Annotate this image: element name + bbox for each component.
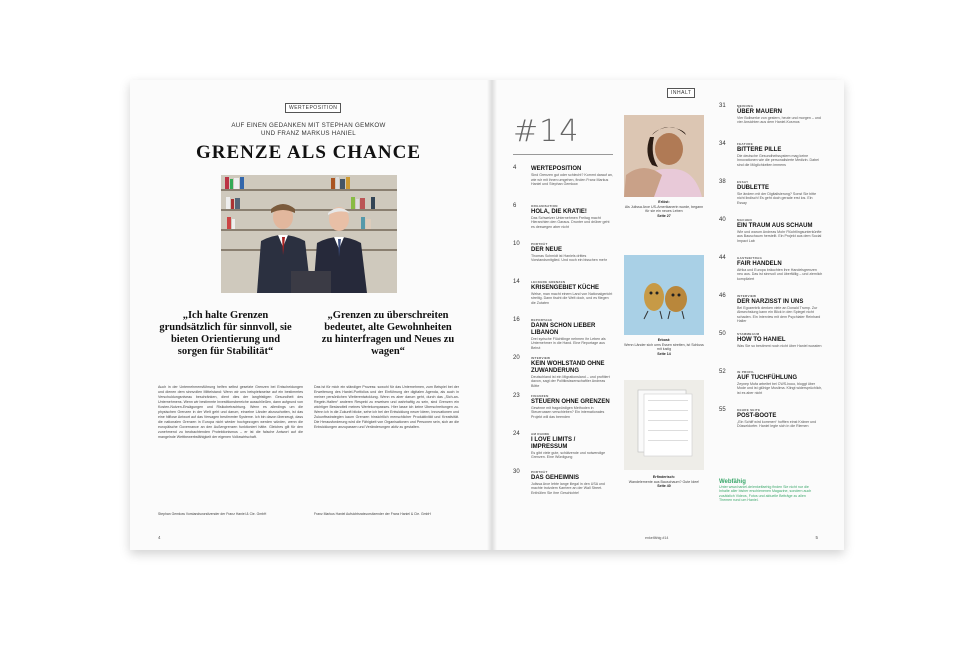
toc-category: MACHEN — [737, 218, 752, 222]
toc-category: FEATURE — [737, 142, 754, 146]
toc-page-number: 16 — [513, 317, 520, 323]
toc-entry[interactable] — [513, 394, 613, 419]
foam-panel-illustration — [624, 380, 704, 470]
caption-3-text: Wandelemente aus Bauschaum? Gute Idee! — [628, 479, 700, 484]
toc-category: INTERVIEW — [531, 356, 551, 360]
toc-description: Bei Egozentrik denken viele an Donald Trump. Zur Abwechslung kann ein Blick in den Spiegel nicht schaden. Ein Interview mit dem Psychiater Reinhard Haller — [737, 305, 821, 324]
kicker-line-1: AUF EINEN GEDANKEN MIT STEPHAN GEMKOW — [231, 122, 386, 129]
potatoes-illustration — [624, 255, 704, 335]
toc-entry[interactable] — [513, 318, 613, 350]
toc-page-number: 38 — [719, 179, 726, 185]
footer-title: enkelfähig #14 — [645, 536, 669, 540]
toc-page-number: 10 — [513, 241, 520, 247]
toc-category: LECKERE GRENZEN — [531, 280, 566, 284]
caption-2-title: Erbost: — [657, 338, 671, 342]
toc-entry[interactable] — [513, 204, 613, 229]
caption-1-title: Erlöst: — [658, 200, 670, 204]
toc-description: Es gibt viele gute, schätzende und notwendige Grenzen. Eine Würdigung — [531, 450, 606, 460]
toc-page-number: 40 — [719, 217, 726, 223]
toc-page-number: 31 — [719, 103, 726, 109]
credit-left: Stephan Gemkow Vorstandsvorsitzender der Franz Haniel & Cie. GmbH — [158, 512, 267, 516]
toc-page-number: 34 — [719, 141, 726, 147]
toc-category: PORTRÄT — [531, 470, 548, 474]
toc-description: Julissa Arce lebte lange illegal in den USA und machte trotzdem Karriere an der Wall Street. Enthüllen Sie ihre Geschichte! — [531, 481, 605, 495]
toc-page-number: 44 — [719, 255, 726, 261]
body-text-left: Auch in der Unternehmensführung helfen selbst gesetzte Grenzen bei Entscheidungen und dienen dem sinnvollen Mittelstand: Wenn wir uns beispielsweise auf ein bestimmtes Verschuldungsniveau beschränken, dient dies der langfristigen Gesundheit des Unternehmens. Wenn wir bestimmte Investitionsbereiche ausschließen, dann aufgrund von Kosten-Nutzen-Erwägungen und Risikobetrachtung. Wenn es allerdings um die physischen Grenzen in der Welt geht und darum, einzelne Länder abzuschotten, ist das eine hilflose Antwort auf das Versagen bestimmter Systeme. Ich bin davon überzeugt, dass die nationalen Grenzen in Europa nicht wieder hochgezogen werden würden, wenn die europäische Governance an den Außengrenzen funktioniert hätte. Gleiches gilt für den zunehmend zu beobachtenden Protektionismus – er ist die falsche Antwort auf die mangelnde Wettbewerbsfähigkeit der eigenen Volkswirtschaft. — [158, 385, 303, 439]
toc-description: Die deutsche Gesundheitssystem mag keine Innovationen wie die personalisierte Medizin. Dabei sind die Möglichkeiten immens — [737, 153, 819, 167]
toc-page-number: 50 — [719, 331, 726, 337]
photo-foam-panels — [624, 380, 704, 470]
contents-tag: INHALT — [667, 88, 695, 98]
toc-entry[interactable] — [719, 142, 823, 167]
toc-entry[interactable] — [513, 470, 613, 495]
toc-page-number: 52 — [719, 369, 726, 375]
toc-entry[interactable] — [513, 242, 613, 263]
toc-entry[interactable] — [719, 408, 823, 429]
toc-description: Drei syrische Flüchtlinge nehmen ihr Leben als Unternehmer in die Hand. Eine Reportage aus Beirut — [531, 336, 606, 350]
headline: GRENZE ALS CHANCE — [196, 142, 421, 163]
toc-title: ÜBER MAUERN — [737, 108, 782, 115]
toc-page-number: 6 — [513, 203, 517, 209]
toc-description: Das Schweizer Unternehmen Freitag macht Hierarchien den Garaus. Drunter und drüber geht es deswegen aber nicht — [531, 215, 610, 229]
toc-category: MEINUNG — [737, 104, 754, 108]
toc-entry[interactable] — [513, 432, 613, 460]
toc-category: FINANZEN — [531, 394, 549, 398]
portrait-illustration — [221, 175, 397, 293]
quote-left: „Ich halte Grenzen grundsätzlich für sinnvoll, sie bieten Orientierung und sorgen für Stabilität“ — [159, 310, 292, 357]
toc-category: GASTBEITRAG — [737, 256, 763, 260]
toc-title: WERTEPOSITION — [531, 166, 582, 172]
caption-3 — [624, 475, 704, 489]
toc-page-number: 46 — [719, 293, 726, 299]
toc-page-number: 14 — [513, 279, 520, 285]
toc-category: PORTRÄT — [531, 242, 548, 246]
hug-illustration — [624, 115, 704, 197]
toc-title: BITTERE PILLE — [737, 146, 782, 153]
issue-rule — [513, 154, 613, 156]
toc-entry[interactable] — [719, 332, 823, 348]
web-promo-title: Webfähig — [719, 479, 746, 485]
toc-page-number: 23 — [513, 393, 520, 399]
toc-title: DUBLETTE — [737, 184, 769, 191]
caption-1-text: Als Julissa Arce US-Amerikanerin wurde, begann für sie ein neues Leben — [624, 204, 704, 214]
toc-title: DER NEUE — [531, 246, 563, 253]
toc-entry[interactable] — [719, 218, 823, 243]
section-tag: WERTEPOSITION — [285, 103, 341, 113]
toc-page-number: 55 — [719, 407, 726, 413]
web-promo — [719, 480, 819, 503]
toc-description: Thomas Schmidt ist Haniels drittes Vorstandsmitglied. Und noch ein bisschen mehr — [531, 253, 607, 263]
toc-description: Afrika und Europa bräuchten ihre Handelsgrenzen neu aus. Das ist sinnvoll und überfällig – und ziemlich kompliziert — [737, 267, 823, 281]
quote-right: „Grenzen zu überschreiten bedeutet, alte Gewohnheiten zu hinterfragen und Neues zu wagen“ — [321, 310, 455, 357]
toc-entry[interactable] — [513, 166, 613, 187]
toc-description: Wie und warum Andreas Mohr Flüchtlingsunterkünfte aus Bauschaum herstellt. Ein Projekt aus dem Social Impact Lab — [737, 229, 822, 243]
toc-entry[interactable] — [719, 104, 823, 125]
caption-2-page: Seite 14 — [657, 351, 671, 356]
magazine-spread — [130, 80, 844, 550]
caption-1 — [624, 200, 704, 218]
toc-entry[interactable] — [719, 294, 823, 324]
toc-page-number: 30 — [513, 469, 520, 475]
toc-category: IN PROFIL — [737, 370, 755, 374]
toc-title: HOW TO HANIEL — [737, 336, 786, 343]
toc-category: REPORTAGE — [531, 318, 553, 322]
toc-title: HOLA, DIE KRATIE! — [531, 208, 587, 215]
toc-category: AM RANDE — [531, 432, 550, 436]
toc-page-number: 20 — [513, 355, 520, 361]
toc-title: STEUERN OHNE GRENZEN — [531, 398, 610, 405]
toc-title: DAS GEHEIMNIS — [531, 474, 580, 481]
caption-3-title: Erfinderisch: — [652, 475, 676, 479]
toc-entry[interactable] — [719, 180, 823, 205]
toc-entry[interactable] — [513, 280, 613, 305]
toc-title: KEIN WOHLSTAND OHNE ZUWANDERUNG — [531, 360, 605, 374]
toc-page-number: 4 — [513, 165, 517, 171]
toc-description: „Ein Schiff wird kommen“ hofften einst Kräner und Düsseldorfer. Haniel legte sich in die Riemen — [737, 419, 817, 429]
toc-page-number: 24 — [513, 431, 520, 437]
toc-description: Gewinne mit fragwürdigen Methoden in Steueroasen verschieben? Ein internationales Projekt will das beenden — [531, 405, 605, 419]
page-number-right: 5 — [815, 535, 818, 540]
toc-title: EIN TRAUM AUS SCHAUM — [737, 222, 813, 229]
left-page — [130, 80, 487, 550]
toc-title: POST-BOOTE — [737, 412, 777, 419]
toc-title: KRISENGEBIET KÜCHE — [531, 284, 600, 291]
toc-category: ORGANISATION — [531, 204, 558, 208]
caption-2 — [624, 338, 704, 356]
toc-description: Deutschland ist ein Migrationsland – und profitiert davon, sagt der Politikwissenschaftler Andreas Bötte — [531, 374, 610, 388]
portrait-photo — [221, 175, 397, 293]
toc-description: Vier Bollwerke von gestern, heute und morgen – und vier Ansichten aus dem Haniel-Kosmos — [737, 115, 821, 125]
toc-title: I LOVE LIMITS / IMPRESSUM — [531, 436, 576, 450]
toc-description: Was Sie so bestimmt noch nicht über Haniel wussten — [737, 343, 822, 348]
toc-category: STAMMBAUM — [737, 332, 760, 336]
web-promo-text: Unter www.haniel.de/enkelfaehig finden Sie nicht nur die Inhalte aller bisher erschienenen Magazine, sondern auch zusätzlich Videos, Fotos und aktuelle Beiträge zu allen Themen rund um Haniel. — [719, 484, 812, 503]
toc-category: KEHRE SEITE — [737, 408, 761, 412]
toc-category: ESSAY — [737, 180, 749, 184]
right-page — [487, 80, 844, 550]
toc-entry[interactable] — [719, 256, 823, 281]
toc-description: Sind Grenzen gut oder schlecht? Kommt darauf an, wie wir mit ihnen umgehen, finden Franz Markus Haniel und Stephan Gemkow — [531, 173, 613, 187]
caption-1-page: Seite 27 — [657, 213, 671, 218]
page-number-left: 4 — [158, 535, 161, 540]
caption-3-page: Seite 40 — [657, 484, 671, 489]
toc-title: AUF TUCHFÜHLUNG — [737, 374, 797, 381]
photo-julissa — [624, 115, 704, 197]
toc-category: INTERVIEW — [737, 294, 757, 298]
toc-description: Welse, man macht einem Land von Nationalgericht streitig. Dann tischt die Welt doch, und es fliegen die Zutaten — [531, 291, 613, 305]
toc-title: FAIR HANDELN — [737, 260, 782, 267]
toc-entry[interactable] — [719, 370, 823, 395]
credit-right: Franz Markus Haniel Aufsichtsratsvorsitzender der Franz Haniel & Cie. GmbH — [314, 512, 431, 516]
caption-2-text: Wenn Länder sich ums Essen streiten, ist Schluss mit lustig — [624, 342, 704, 352]
toc-title: DANN SCHON LIEBER LIBANON — [531, 322, 596, 336]
toc-description: Zeynep Mufa arbeitet bei CWS-boco, bloggt über Mode und ist glühige Muslima. Klingt widersprüchlich, ist es aber nicht — [737, 381, 823, 395]
issue-number: #14 — [513, 114, 580, 149]
body-text-right: Das ist für mich ein ständiger Prozess: sowohl für das Unternehmen, zum Beispiel bei der Erweiterung des Haniel-Portfolios und der Einführung der digitalen Agenda, als auch in meiner persönlichen Weiterentwicklung. Wenn es aber darum geht, durch das „Sich-an-Regeln-Halten“ anderen Respekt zu erweisen und wahrhaftig zu sein, sind Grenzen ein wichtiger Bestandteil meines Wertekompasses. Hier lasse ich keine Überschreitungen zu. Wenn ich in die Zukunft blicke, sehe ich bei der Entwicklung neuer Ideen, Innovationen und Zukunftsstrategien kaum Grenzen hinsichtlich menschlicher Produktivität und Kreativität. Die Herausforderung wird die Fähigkeit von Organisationen und Personen sein, sich an die Entwicklungen anzupassen und Veränderungen aktiv zu gestalten. — [314, 385, 459, 429]
toc-entry[interactable] — [513, 356, 613, 388]
toc-title: DER NARZISST IN UNS — [737, 298, 804, 305]
toc-description: Sie ändern mit der Digitalisierung? Sonst Sie bitte nicht lindisch! Es geht doch gerade erst los. Ein Essay — [737, 191, 817, 205]
kicker-line-2: UND FRANZ MARKUS HANIEL — [261, 130, 356, 137]
photo-potatoes — [624, 255, 704, 335]
